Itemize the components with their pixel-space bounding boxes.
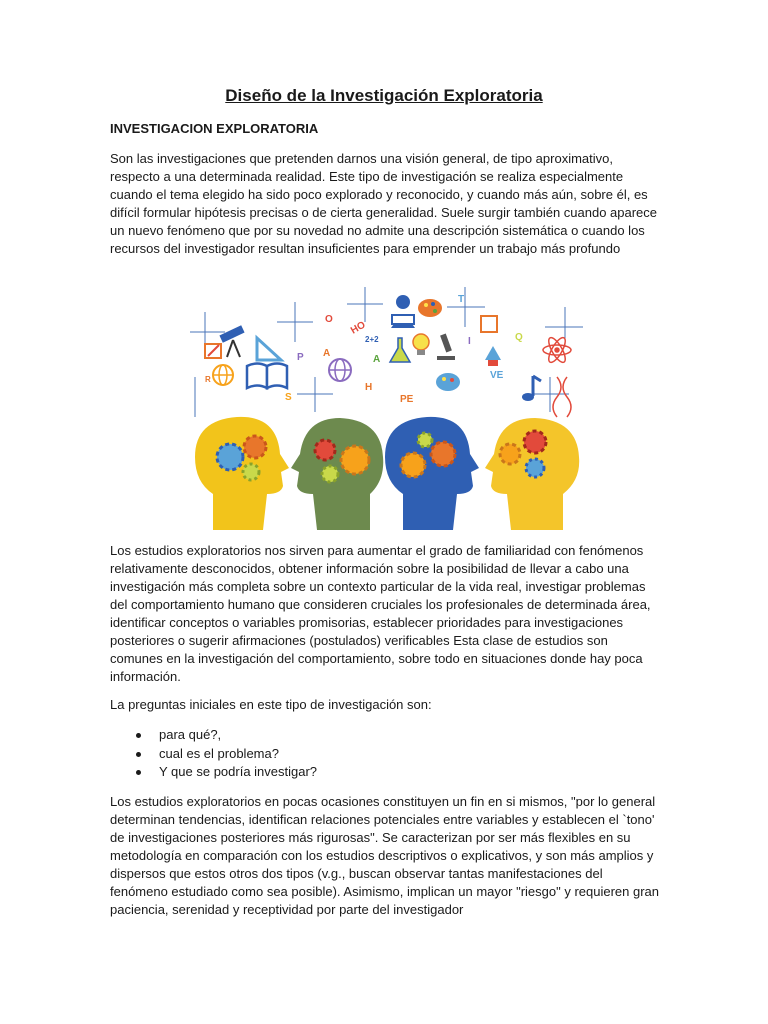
dna-icon xyxy=(553,377,571,417)
pencil-icon xyxy=(205,344,221,358)
microscope-icon xyxy=(437,334,455,360)
telescope-icon xyxy=(219,325,244,357)
music-note-icon xyxy=(522,376,541,401)
svg-text:HO: HO xyxy=(349,319,368,337)
head-profile-4 xyxy=(485,418,579,530)
lightbulb-icon xyxy=(413,334,429,355)
svg-text:A: A xyxy=(323,348,331,359)
svg-text:Q: Q xyxy=(515,332,523,343)
svg-text:T: T xyxy=(458,294,465,305)
paragraph-characteristics: Los estudios exploratorios en pocas ocasiones constituyen un fin en si mismos, "por lo general determinan tendencias, identifican relaciones potenciales entre variables y establecen el `tono' de investigaciones posteriores más rigurosas". Se caracterizan por ser más flexibles en su metodología en comparación con los estudios descriptivos o explicativos, y son más amplios y dispersos que estos otros dos tipos (v.g., buscan observar tantas manifestaciones del fenómeno estudiado como sea posible). Asimismo, implican un mayor "riesgo" y requieren gran paciencia, serenidad y receptividad por parte del investigador xyxy=(110,794,660,917)
head-profile-1 xyxy=(195,417,289,530)
science-icons-cluster xyxy=(190,287,583,417)
open-book-icon xyxy=(247,364,287,389)
palette-icon xyxy=(436,373,460,391)
svg-text:VE: VE xyxy=(490,370,504,381)
paragraph-purpose: Los estudios exploratorios nos sirven para aumentar el grado de familiaridad con fenómenos relativamente desconocidos, obtener información sobre la posibilidad de llevar a cabo una investigación más completa sobre un contexto particular de la vida real, investigar problemas del comportamiento humano que consideren cruciales los profesionales de determinada área, identificar conceptos o variables promisorias, establecer prioridades para investigaciones posteriores o sugerir afirmaciones (postulados) verificables Esta clase de estudios son comunes en la investigación del comportamiento, sobre todo en situaciones donde hay poca información. xyxy=(110,543,651,684)
paragraph-intro: Son las investigaciones que pretenden darnos una visión general, de tipo aproximativo, respecto a una determinada realidad. Este tipo de investigación se realiza especialmente cuando el tema elegido ha sido poco explorado y reconocido, y cuando más aún, sobre él, es difícil formular hipótesis precisas o de cierta generalidad. Suele surgir también cuando aparece un nuevo fenómeno que por su novedad no admite una descripción sistemática o cuando los recursos del investigador resultan insuficientes para emprender un trabajo más profundo xyxy=(110,151,658,256)
bullet-icon xyxy=(136,733,141,738)
reader-icon xyxy=(391,295,415,328)
section-heading: INVESTIGACION EXPLORATORIA xyxy=(110,121,319,136)
list-item xyxy=(110,726,317,745)
list-item xyxy=(110,745,317,764)
document-title: Diseño de la Investigación Exploratoria xyxy=(225,86,543,105)
atom-icon xyxy=(543,335,571,364)
questions-list xyxy=(110,726,317,782)
ruler-triangle-icon xyxy=(257,338,281,360)
svg-text:H: H xyxy=(365,382,373,393)
paragraph-questions-intro: La preguntas iniciales en este tipo de investigación son: xyxy=(110,697,432,712)
svg-text:O: O xyxy=(325,314,333,325)
palette-icon xyxy=(418,299,442,317)
bullet-icon xyxy=(136,752,141,757)
list-item-text: cual es el problema? xyxy=(159,745,279,761)
svg-text:R: R xyxy=(205,375,211,384)
rocket-icon xyxy=(485,346,501,366)
svg-text:P: P xyxy=(297,352,304,363)
svg-text:A: A xyxy=(373,354,381,365)
globe-icon xyxy=(329,359,351,381)
svg-text:I: I xyxy=(468,336,471,347)
svg-text:2+2: 2+2 xyxy=(365,335,379,344)
globe-icon xyxy=(213,365,233,385)
svg-text:PE: PE xyxy=(400,394,414,405)
svg-text:S: S xyxy=(285,392,292,403)
list-item xyxy=(110,763,317,782)
flask-icon xyxy=(390,338,410,362)
head-profile-2 xyxy=(291,418,383,530)
decorative-letters xyxy=(205,294,523,405)
cube-icon xyxy=(481,316,497,332)
heads-row xyxy=(195,417,579,530)
illustration-heads-gears xyxy=(185,282,585,530)
bullet-icon xyxy=(136,770,141,775)
list-item-text: para qué?, xyxy=(159,727,222,742)
list-item-text: Y que se podría investigar? xyxy=(159,764,318,779)
head-profile-3 xyxy=(385,417,479,530)
